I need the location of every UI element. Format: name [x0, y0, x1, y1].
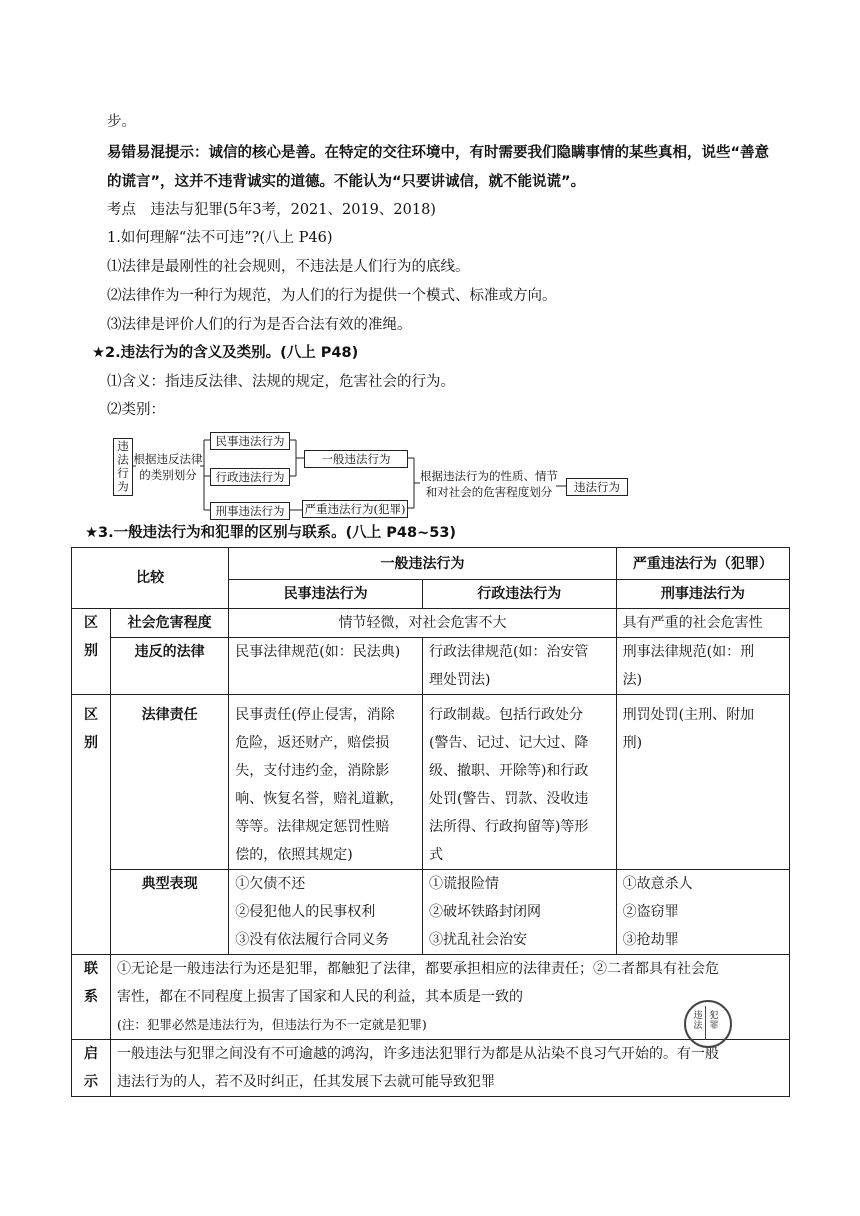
typical-item: ③扰乱社会治安 — [428, 932, 527, 948]
admin-box: 行政违法行为 — [210, 468, 290, 486]
resp-criminal — [616, 695, 789, 870]
root-left-box — [113, 438, 133, 496]
basis-right — [420, 466, 558, 502]
venn-seal-icon — [684, 1000, 732, 1048]
typical-item: ①谎报险情 — [428, 876, 499, 892]
resp-civil-line: 响、恢复名誉，赔礼道歉， — [235, 791, 404, 807]
row-typical-label: 典型表现 — [111, 870, 229, 955]
resp-admin-line: 级、撤职、开除等)和行政 — [428, 763, 589, 779]
typical-item: ②盗窃罪 — [622, 904, 679, 920]
tip-text: 诚信的核心是善。在特定的交往环境中，有时需要我们隐瞒事情的某些真相，说些“善意 — [208, 145, 770, 161]
table-header-row — [72, 548, 790, 580]
basis-right-line-1: 根据违法行为的性质、情节 — [420, 469, 558, 483]
seal-left-text: 违法 — [693, 1011, 703, 1031]
table-row — [72, 609, 790, 638]
insight-content — [111, 1040, 790, 1097]
text-line: 步。 — [107, 114, 136, 130]
link-label: 联系 — [72, 955, 111, 1040]
basis-left — [133, 450, 203, 484]
question-1: 1.如何理解“法不可违”?(八上 P46) — [107, 230, 333, 246]
insight-label: 启示 — [72, 1040, 111, 1097]
resp-civil-line: 偿的，依照其规定) — [235, 847, 353, 863]
tip-label: 易错易混提示： — [107, 145, 209, 161]
resp-civil-line: 民事责任(停止侵害，消除 — [235, 707, 395, 723]
link-line: 害性，都在不同程度上损害了国家和人民的利益，其本质是一致的 — [117, 989, 523, 1005]
resp-admin-line: 处罚(警告、罚款、没收违 — [428, 791, 589, 807]
table-row — [72, 955, 790, 1040]
diff-label: 区别 — [72, 609, 111, 695]
resp-civil — [229, 695, 423, 870]
root-left-label: 违法行为 — [116, 440, 130, 494]
header-compare: 比较 — [72, 548, 229, 609]
header-admin: 行政违法行为 — [422, 580, 616, 609]
general-box: 一般违法行为 — [304, 450, 408, 468]
header-general: 一般违法行为 — [229, 548, 616, 580]
header-serious: 严重违法行为（犯罪） — [616, 548, 789, 580]
law-civil: 民事法律规范(如：民法典) — [229, 638, 423, 695]
table-row — [72, 638, 790, 695]
law-admin — [422, 638, 616, 695]
serious-box: 严重违法行为(犯罪) — [302, 500, 408, 518]
seal-right-text: 犯罪 — [709, 1011, 719, 1031]
resp-admin-line: (警告、记过、记大过、降 — [428, 735, 589, 751]
civil-box: 民事违法行为 — [210, 432, 290, 450]
header-civil: 民事违法行为 — [229, 580, 423, 609]
law-admin-line: 理处罚法) — [428, 672, 491, 688]
resp-admin-line: 行政制裁。包括行政处分 — [428, 707, 583, 723]
resp-crim-line: 刑罚处罚(主刑、附加 — [622, 707, 755, 723]
resp-civil-line: 失，支付违约金，消除影 — [235, 763, 390, 779]
law-criminal — [616, 638, 789, 695]
seal-divider — [705, 1006, 706, 1040]
typical-item: ②侵犯他人的民事权利 — [235, 904, 376, 920]
harm-general: 情节轻微，对社会危害不大 — [229, 609, 616, 638]
table-row — [72, 695, 790, 870]
root-right-box: 违法行为 — [566, 478, 628, 496]
kaodian-heading: 考点 违法与犯罪(5年3考，2021、2019、2018) — [107, 202, 436, 218]
resp-admin — [422, 695, 616, 870]
link-note: (注：犯罪必然是违法行为，但违法行为不一定就是犯罪) — [117, 1017, 427, 1032]
answer-2-1: ⑴含义：指违反法律、法规的规定，危害社会的行为。 — [107, 374, 455, 390]
header-criminal: 刑事违法行为 — [616, 580, 789, 609]
diff-label-2: 区别 — [72, 695, 111, 955]
link-line: ①无论是一般违法行为还是犯罪，都触犯了法律，都要承担相应的法律责任；②二者都具有社会危 — [117, 961, 719, 977]
criminal-box: 刑事违法行为 — [210, 502, 290, 520]
answer-1-1: ⑴法律是最刚性的社会规则，不违法是人们行为的底线。 — [107, 259, 470, 275]
question-2: ★2.违法行为的含义及类别。(八上 P48) — [92, 345, 359, 361]
insight-line: 一般违法与犯罪之间没有不可逾越的鸿沟，许多违法犯罪行为都是从沾染不良习气开始的。有一般 — [117, 1046, 719, 1062]
resp-admin-line: 式 — [428, 847, 443, 863]
answer-1-2: ⑵法律作为一种行为规范，为人们的行为提供一个模式、标准或方向。 — [107, 288, 557, 304]
comparison-table — [71, 547, 790, 1097]
insight-line: 违法行为的人，若不及时纠正，任其发展下去就可能导致犯罪 — [117, 1074, 495, 1090]
typical-item: ①故意杀人 — [622, 876, 693, 892]
answer-1-3: ⑶法律是评价人们的行为是否合法有效的准绳。 — [107, 317, 412, 333]
question-3: ★3.一般违法行为和犯罪的区别与联系。(八上 P48~53) — [85, 525, 457, 541]
law-crim-line: 法) — [622, 672, 643, 688]
law-crim-line: 刑事法律规范(如：刑 — [622, 644, 755, 660]
typical-item: ③抢劫罪 — [622, 932, 679, 948]
resp-admin-line: 法所得、行政拘留等)等形 — [428, 819, 589, 835]
table-row — [72, 1040, 790, 1097]
row-resp-label: 法律责任 — [111, 695, 229, 870]
row-law-label: 违反的法律 — [111, 638, 229, 695]
resp-civil-line: 危险，返还财产，赔偿损 — [235, 735, 390, 751]
typical-civil — [229, 870, 423, 955]
answer-2-2: ⑵类别： — [107, 402, 165, 418]
basis-right-line-2: 和对社会的危害程度划分 — [425, 485, 553, 499]
typical-item: ③没有依法履行合同义务 — [235, 932, 390, 948]
harm-serious: 具有严重的社会危害性 — [616, 609, 789, 638]
basis-left-line-2: 的类别划分 — [139, 468, 197, 482]
typical-admin — [422, 870, 616, 955]
resp-crim-line: 刑) — [622, 735, 643, 751]
row-harm-label: 社会危害程度 — [111, 609, 229, 638]
typical-criminal — [616, 870, 789, 955]
law-admin-line: 行政法律规范(如：治安管 — [428, 644, 589, 660]
table-row — [72, 870, 790, 955]
typical-item: ②破坏铁路封闭网 — [428, 904, 541, 920]
basis-left-line-1: 根据违反法律 — [133, 452, 203, 466]
tip-line-2: 的谎言”，这并不违背诚实的道德。不能认为“只要讲诚信，就不能说谎”。 — [107, 174, 586, 190]
resp-civil-line: 等等。法律规定惩罚性赔 — [235, 819, 390, 835]
typical-item: ①欠债不还 — [235, 876, 306, 892]
